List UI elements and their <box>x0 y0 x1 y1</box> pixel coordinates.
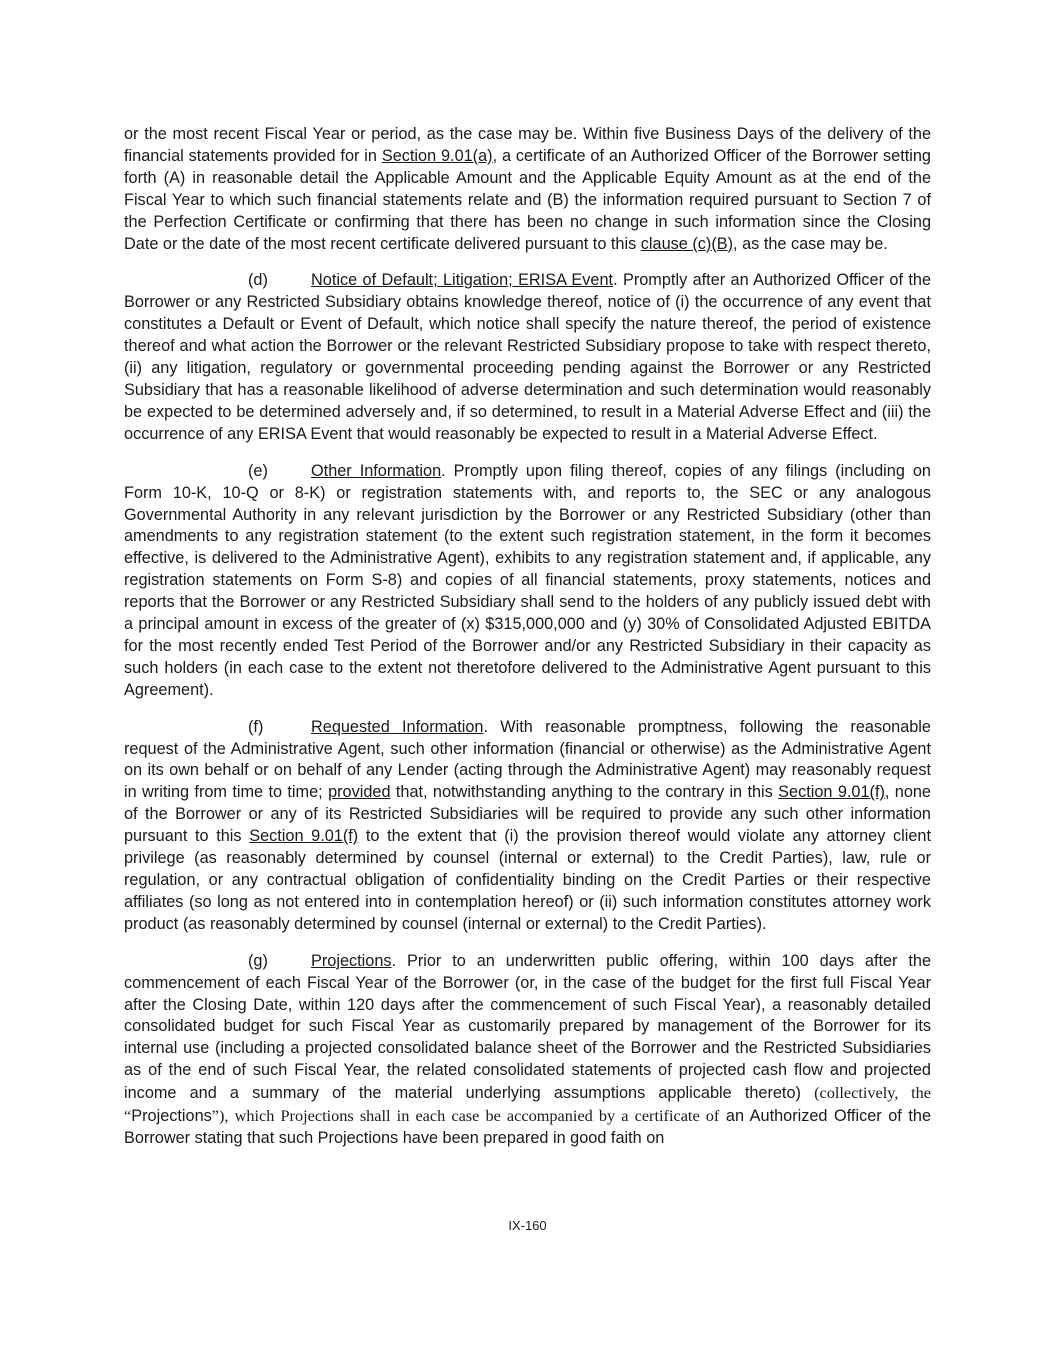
paragraph-f-text-4: to the extent that (i) the provision thereof would violate any attorney client privilege (as reasonably determined by counsel (internal or external) to the Credit Parties), law, rule or regulation, or any contractual obligation of confidentiality binding on the Credit Parties or their respective affiliates (so long as not entered into in contemplation hereof) or (ii) such information constitutes attorney work product (as reasonably determined by counsel (internal or external) to the Credit Parties). <box>124 827 931 933</box>
paragraph-g-heading: Projections <box>311 951 392 970</box>
intro-text-2: , a certificate of an Authorized Officer of the Borrower setting forth (A) in reasonable detail the Applicable Amount and the Applicable Equity Amount as at the end of the Fiscal Year to which such financial statements relate and (B) the information required pursuant to Section 7 of the Perfection Certificate or confirming that there has been no change in such information since the Closing Date or the date of the most recent certificate delivered pursuant to this <box>124 146 931 253</box>
paragraph-e <box>124 461 931 702</box>
page-number: IX-160 <box>508 1218 547 1233</box>
paragraph-e-label: (e) <box>248 461 268 480</box>
paragraph-g-text-2: (collectively, the “ <box>124 1083 931 1126</box>
paragraph-f-text-2: that, notwithstanding anything to the contrary in this <box>390 783 779 802</box>
section-ref-9-01-a: Section 9.01(a) <box>381 146 493 165</box>
intro-text-1: or the most recent Fiscal Year or period, as the case may be. Within five Business Days of the delivery of the financial statements provided for in <box>124 125 931 165</box>
clause-ref-c-b: clause (c)(B) <box>640 234 734 253</box>
paragraph-g-text-3: ”), which Projections shall in each case be accompanied by a certificate of <box>211 1106 720 1126</box>
paragraph-g-text-4: an Authorized Officer of the Borrower stating that such Projections have been prepared in good faith on <box>124 1107 932 1147</box>
paragraph-d-heading: Notice of Default; Litigation; ERISA Event <box>311 271 614 290</box>
paragraph-d-label: (d) <box>248 271 268 290</box>
paragraph-f-label: (f) <box>248 717 264 736</box>
document-page <box>124 124 931 1165</box>
paragraph-g <box>124 951 931 1150</box>
intro-text-3: , as the case may be. <box>733 234 888 253</box>
paragraph-f-text-1: . With reasonable promptness, following the reasonable request of the Administrative Agent, such other information (financial or otherwise) as the Administrative Agent on its own behalf or on behalf of any Lender (acting through the Administrative Agent) may reasonably request in writing from time to time; <box>124 717 931 802</box>
paragraph-g-label: (g) <box>248 951 268 970</box>
paragraph-g-text-1: . Prior to an underwritten public offering, within 100 days after the commencement of each Fiscal Year of the Borrower (or, in the case of the budget for the first full Fiscal Year after the Closing Date, within 120 days after the commencement of such Fiscal Year), a reasonably detailed consolidated budget for such Fiscal Year as customarily prepared by management of the Borrower for its internal use (including a projected consolidated balance sheet of the Borrower and the Restricted Subsidiaries as of the end of such Fiscal Year, the related consolidated statements of projected cash flow and projected income and a summary of the material underlying assumptions applicable thereto) <box>124 951 931 1103</box>
paragraph-f <box>124 717 931 936</box>
section-ref-9-01-f-second: Section 9.01(f) <box>249 827 359 846</box>
section-ref-9-01-f-first: Section 9.01(f) <box>778 783 885 802</box>
provided-term: provided <box>328 783 391 802</box>
paragraph-f-heading: Requested Information <box>311 717 484 736</box>
paragraph-e-text: . Promptly upon filing thereof, copies of any filings (including on Form 10-K, 10-Q or 8-K) or registration statements with, and reports to, the SEC or any analogous Governmental Authority in any relevant jurisdiction by the Borrower or any Restricted Subsidiary (other than amendments to any registration statement (to the extent such registration statement, in the form it becomes effective, is delivered to the Administrative Agent), exhibits to any registration statement and, if applicable, any registration statements on Form S-8) and copies of all financial statements, proxy statements, notices and reports that the Borrower or any Restricted Subsidiary shall send to the holders of any publicly issued debt with a principal amount in excess of the greater of (x) $315,000,000 and (y) 30% of Consolidated Adjusted EBITDA for the most recently ended Test Period of the Borrower and/or any Restricted Subsidiary in their capacity as such holders (in each case to the extent not theretofore delivered to the Administrative Agent pursuant to this Agreement). <box>124 461 931 699</box>
paragraph-d <box>124 270 931 445</box>
projections-defined-term: Projections <box>131 1107 212 1126</box>
paragraph-f-text-3: , none of the Borrower or any of its Restricted Subsidiaries will be required to provide any such other information pursuant to this <box>124 783 931 846</box>
paragraph-intro <box>124 124 931 255</box>
paragraph-e-heading: Other Information <box>311 461 442 480</box>
paragraph-d-text: . Promptly after an Authorized Officer of the Borrower or any Restricted Subsidiary obtains knowledge thereof, notice of (i) the occurrence of any event that constitutes a Default or Event of Default, which notice shall specify the nature thereof, the period of existence thereof and what action the Borrower or the relevant Restricted Subsidiary propose to take with respect thereto, (ii) any litigation, regulatory or governmental proceeding pending against the Borrower or any Restricted Subsidiary that has a reasonable likelihood of adverse determination and such determination would reasonably be expected to be determined adversely and, if so determined, to result in a Material Adverse Effect and (iii) the occurrence of any ERISA Event that would reasonably be expected to result in a Material Adverse Effect. <box>124 271 931 443</box>
